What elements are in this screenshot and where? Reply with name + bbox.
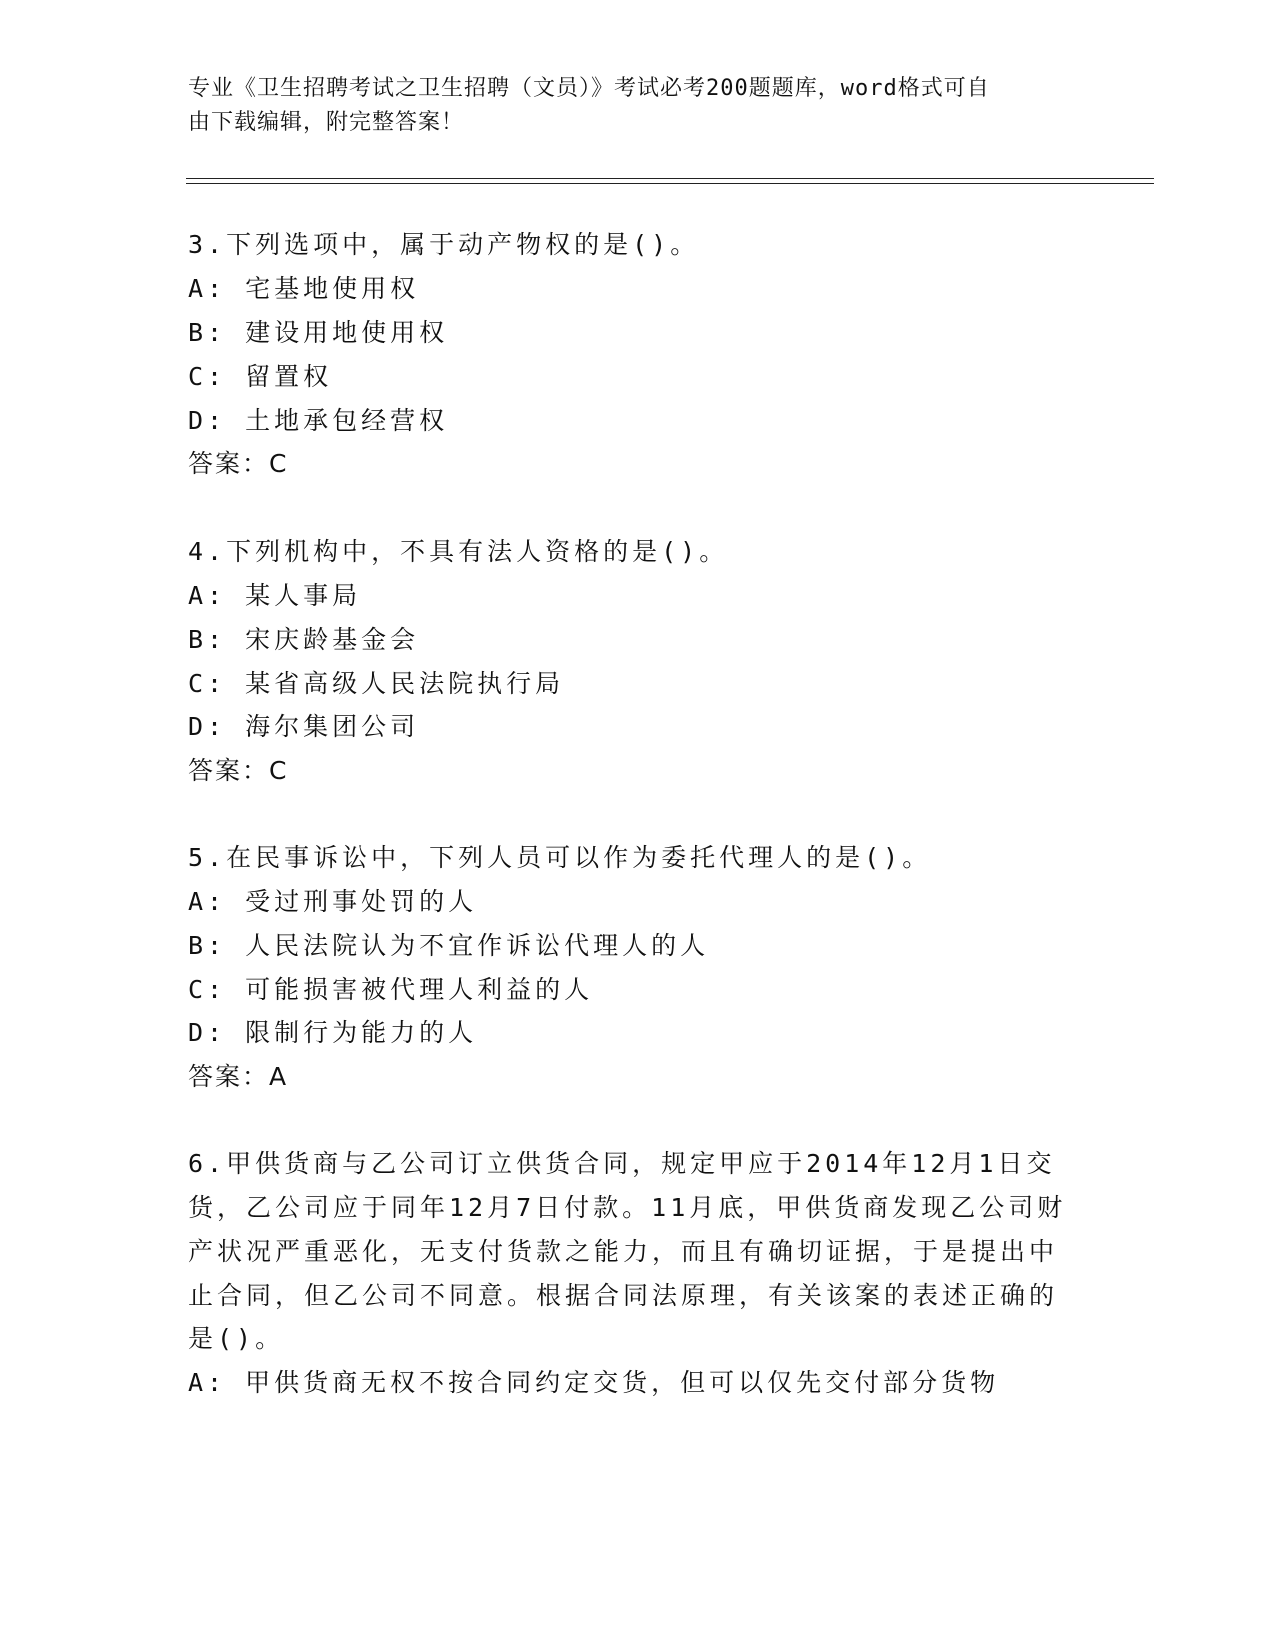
header-divider-top bbox=[186, 178, 1154, 179]
question-6-stem-line-4: 止合同，但乙公司不同意。根据合同法原理，有关该案的表述正确的 bbox=[188, 1281, 1059, 1310]
question-5-stem: 5.在民事诉讼中，下列人员可以作为委托代理人的是()。 bbox=[188, 843, 932, 872]
question-6-stem-line-3: 产状况严重恶化，无支付货款之能力，而且有确切证据，于是提出中 bbox=[188, 1237, 1059, 1266]
question-6-option-a: A: 甲供货商无权不按合同约定交货，但可以仅先交付部分货物 bbox=[188, 1368, 1000, 1397]
header-divider-bottom bbox=[186, 183, 1154, 184]
question-5-option-a: A: 受过刑事处罚的人 bbox=[188, 887, 478, 916]
header-line-2: 由下载编辑，附完整答案！ bbox=[188, 110, 465, 135]
question-4-option-b: B: 宋庆龄基金会 bbox=[188, 625, 420, 654]
question-3-option-c: C: 留置权 bbox=[188, 362, 333, 391]
question-4-option-c: C: 某省高级人民法院执行局 bbox=[188, 669, 565, 698]
question-6-stem-line-1: 6.甲供货商与乙公司订立供货合同，规定甲应于2014年12月1日交 bbox=[188, 1149, 1056, 1178]
question-3-stem: 3.下列选项中，属于动产物权的是()。 bbox=[188, 230, 700, 259]
question-5-answer: 答案：A bbox=[188, 1062, 289, 1091]
question-4-option-d: D: 海尔集团公司 bbox=[188, 712, 420, 741]
question-3-answer: 答案：C bbox=[188, 449, 289, 478]
question-6-stem-line-5: 是()。 bbox=[188, 1324, 285, 1353]
question-5-option-b: B: 人民法院认为不宜作诉讼代理人的人 bbox=[188, 931, 710, 960]
question-3-option-d: D: 土地承包经营权 bbox=[188, 406, 449, 435]
question-5-option-d: D: 限制行为能力的人 bbox=[188, 1018, 478, 1047]
question-4-answer: 答案：C bbox=[188, 756, 289, 785]
question-3-option-a: A: 宅基地使用权 bbox=[188, 274, 420, 303]
question-4-option-a: A: 某人事局 bbox=[188, 581, 362, 610]
question-5-option-c: C: 可能损害被代理人利益的人 bbox=[188, 975, 594, 1004]
question-4-stem: 4.下列机构中，不具有法人资格的是()。 bbox=[188, 537, 729, 566]
question-3-option-b: B: 建设用地使用权 bbox=[188, 318, 449, 347]
question-6-stem-line-2: 货，乙公司应于同年12月7日付款。11月底，甲供货商发现乙公司财 bbox=[188, 1193, 1067, 1222]
document-header bbox=[188, 72, 1088, 140]
header-line-1: 专业《卫生招聘考试之卫生招聘（文员）》考试必考200题题库，word格式可自 bbox=[188, 76, 990, 101]
